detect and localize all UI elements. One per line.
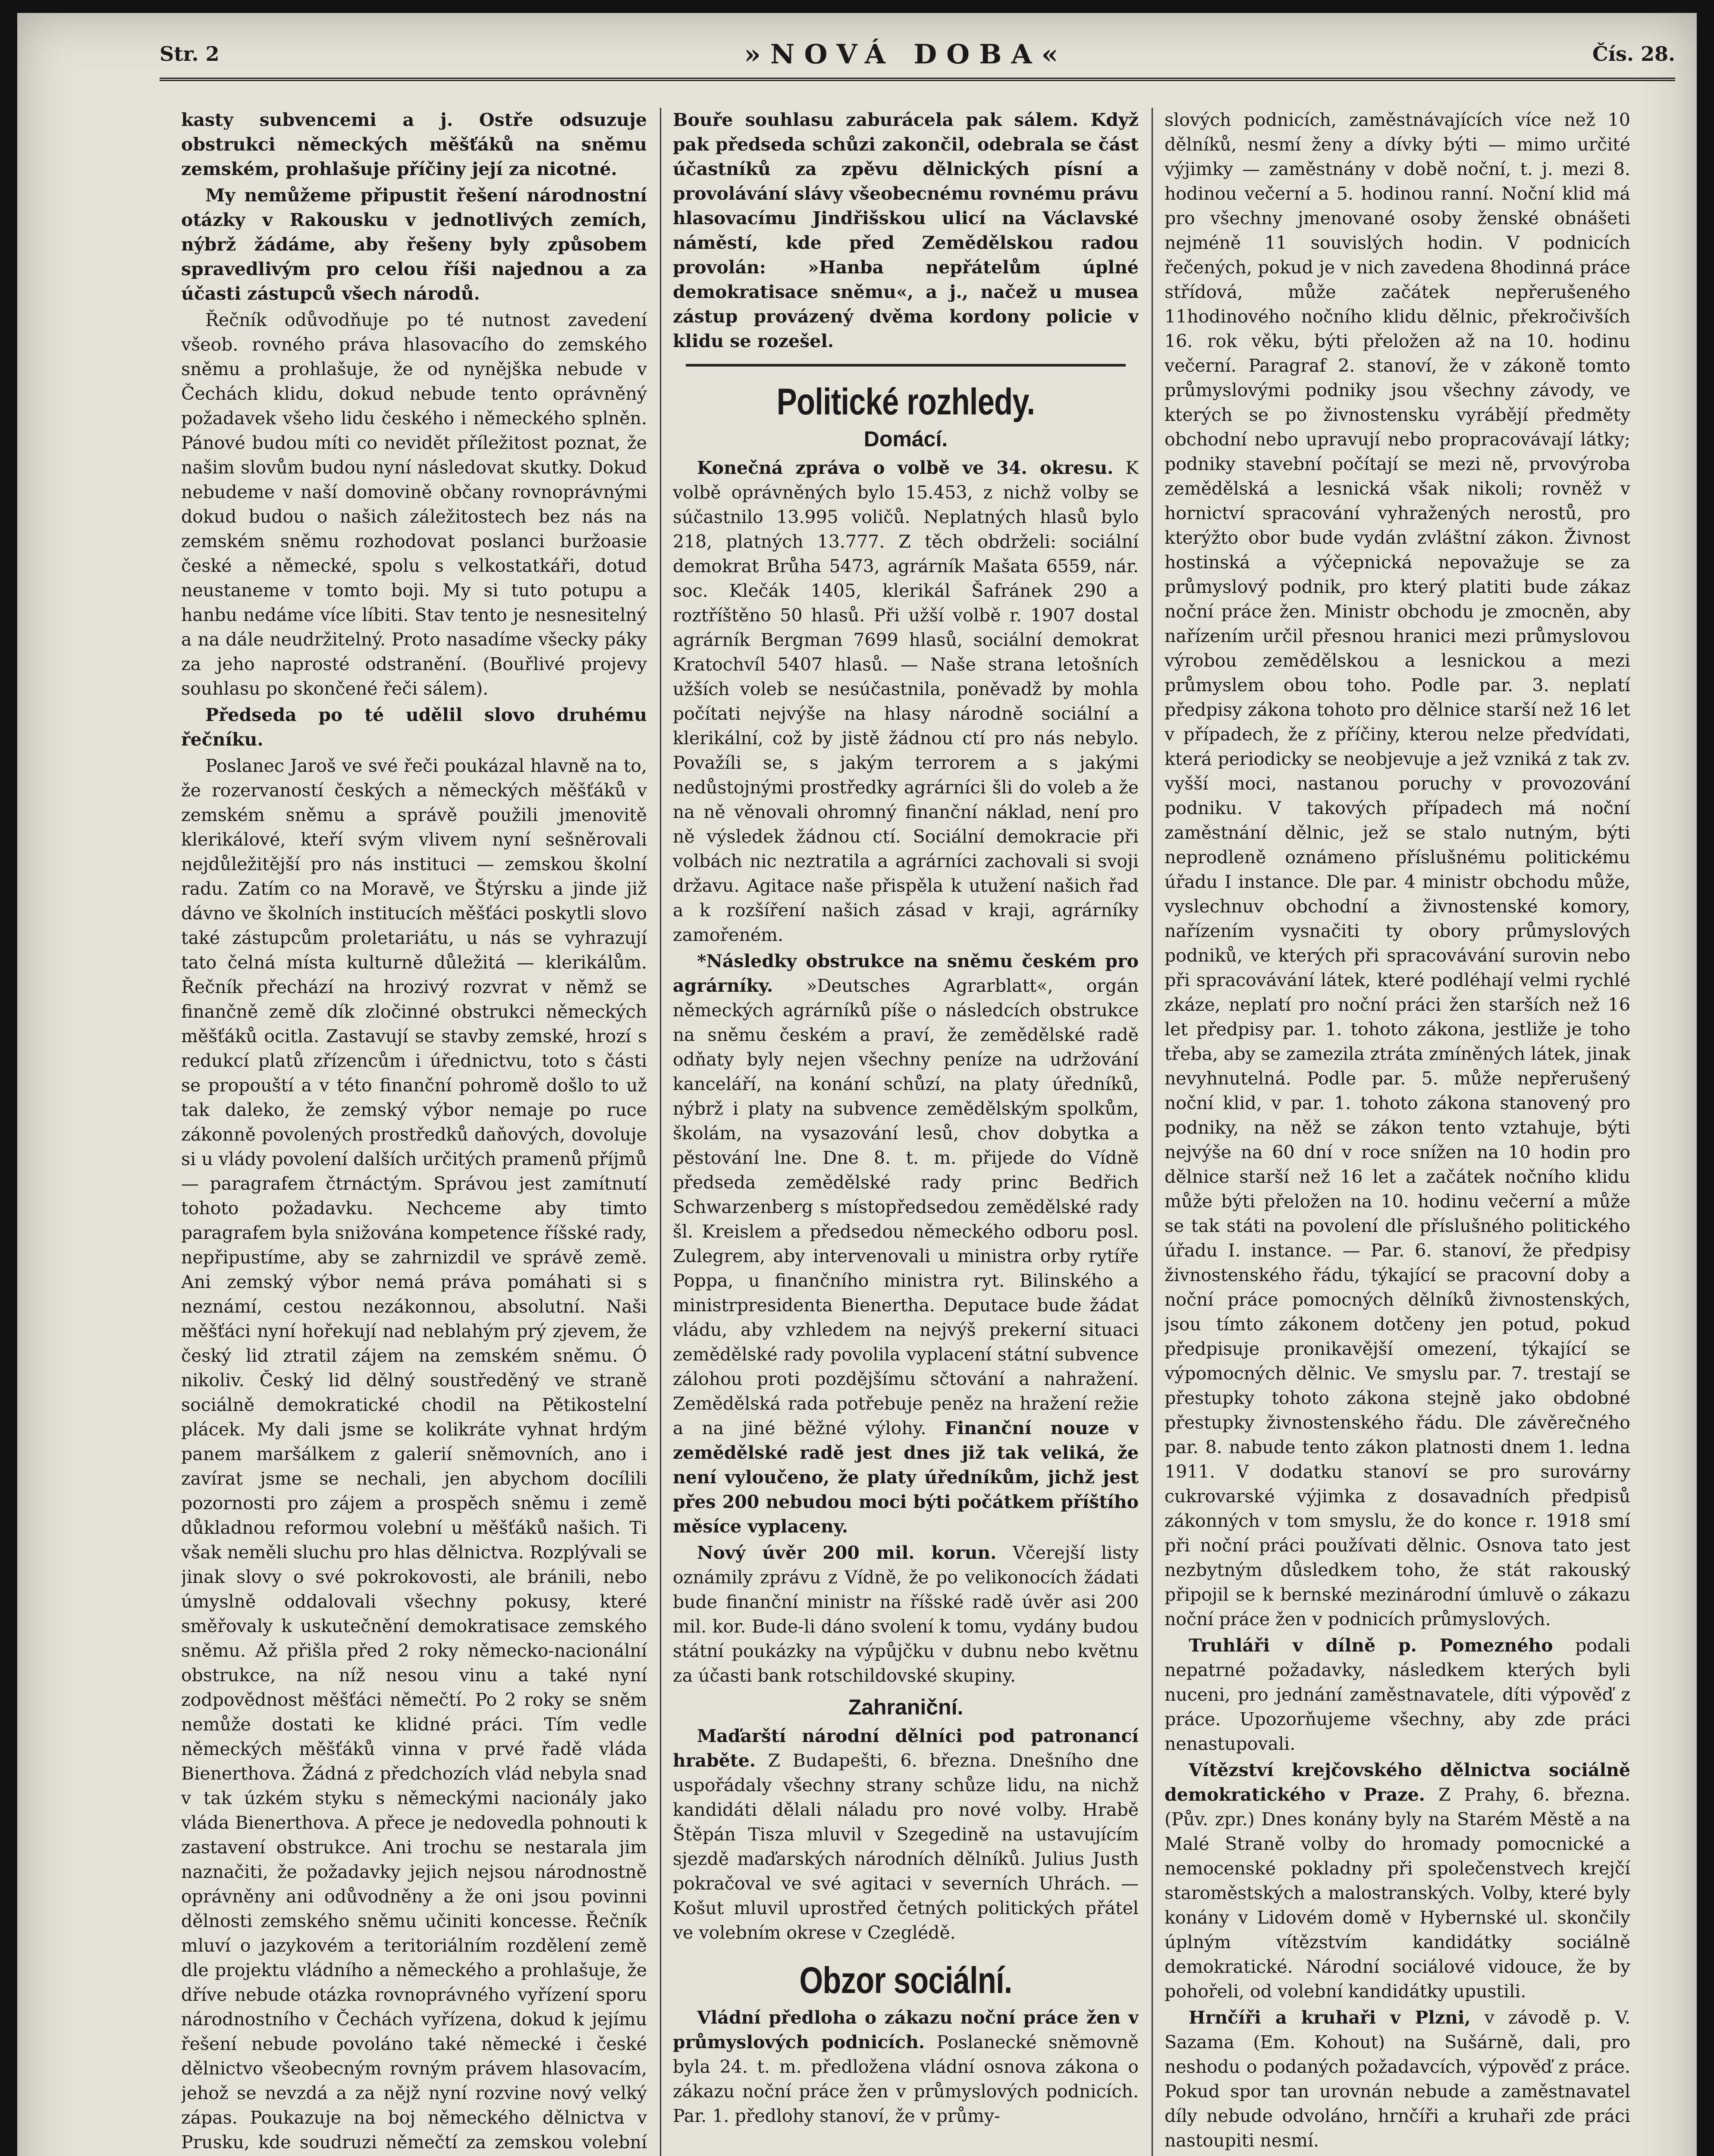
section-heading-politics: Politické rozhledy. — [776, 381, 1035, 423]
paragraph: kasty subvencemi a j. Ostře odsuzuje obstrukci německých měšťáků na sněmu zemském, prohlašuje příčiny její za nicotné. — [181, 110, 647, 179]
news-item — [673, 1541, 1139, 1688]
news-title: Hrnčíři a kruhaři v Plzni, — [1189, 2007, 1471, 2028]
news-item — [673, 949, 1139, 1539]
issue-number: Čís. 28. — [1592, 42, 1675, 66]
paragraph: My nemůžeme připustit řešení národnostní otázky v Rakousku v jednotlivých zemích, nýbrž žádáme, aby řešeny byly způsobem spravedlivým pro celou říši najednou a za účasti zástupců všech národů. — [181, 185, 647, 304]
column-2 — [673, 108, 1139, 2156]
news-title: Truhláři v dílně p. Pomezného — [1189, 1635, 1553, 1656]
page-number: Str. 2 — [160, 42, 220, 66]
news-item — [1165, 1758, 1630, 2004]
paragraph: Předseda po té udělil slovo druhému řečníku. — [181, 705, 647, 750]
news-body: K volbě oprávněných bylo 15.453, z nichž volby se súčastnilo 13.995 voličů. Neplatných hlasů bylo 218, platných 13.777. Z těch obdrželi: sociální demokrat Brůha 5473, agrárník Mašata 6559, nár. soc. Klečák 1405, klerikál Šafránek 290 a roztříštěno 50 hlasů. Při užší volbě r. 1907 dostal agrárník Bergman 7699 hlasů, sociální demokrat Kratochvíl 5407 hlasů. — Naše strana letošních užších voleb se nesúčastnila, poněvadž by mohla počítati nejvýše na hlasy národně sociální a klerikální, což by jistě žádnou ctí pro nás nebylo. Považíli se, s jakým terrorem a s jakými nedůstojnými prostředky agrárníci šli do voleb a že na ně věnovali ohromný finanční náklad, není pro ně výsledek žádnou ctí. Sociální demokracie při volbách nic neztratila a agrárníci zachovali si svoji državu. Agitace naše přispěla k utužení našich řad a k rozšíření našich zásad v kraji, agrárníky zamořeném. — [673, 458, 1139, 945]
news-item — [673, 2006, 1139, 2128]
subheading-domestic: Domácí. — [863, 427, 948, 451]
newspaper-title: »NOVÁ DOBA« — [744, 38, 1068, 70]
news-body: Poslanecké sněmovně byla 24. t. m. předložena vládní osnova zákona o zákazu noční práce žen v průmyslových podnicích. Par. 1. předlohy stanoví, že v průmy- — [673, 2032, 1139, 2126]
column-1 — [181, 108, 647, 2156]
section-heading-social: Obzor sociální. — [799, 1960, 1012, 2001]
paragraph: slových podnicích, zaměstnávajících více než 10 dělníků, nesmí ženy a dívky býti — mimo určité výjimky — zaměstnány v době noční, t. j. mezi 8. hodinou večerní a 5. hodinou ranní. Noční klid má pro všechny jmenované osoby ženské obnášeti nejméně 11 souvislých hodin. V podnicích řečených, pokud je v nich zavedena 8hodinná práce střídová, může začátek nepřerušeného 11hodinového nočního klidu dělnic, překročivších 16. rok věku, býti přeložen až na 10. hodinu večerní. Paragraf 2. stanoví, že v zákoně tomto průmyslovými podniky jsou všechny závody, ve kterých se po živnostensku vyrábějí předměty obchodní nebo upravují nebo propracovávají látky; podniky stavební počítají se mezi ně, prvovýroba zemědělská a lesnická však nikoli; rovněž v hornictví spracování vyhražených nerostů, pro kterýžto obor bude vydán zvláštní zákon. Živnost hostinská a výčepnická nepovažuje se za průmyslový podnik, pro který platiti bude zákaz noční práce žen. Ministr obchodu je zmocněn, aby nařízením určil přesnou hranici mezi průmyslovou výrobou zemědělskou a lesnickou a mezi průmyslem obou toho. Podle par. 3. neplatí předpisy zákona tohoto pro dělnice starší než 16 let v případech, že z příčiny, kterou nelze předvídati, která periodicky se neobjevuje a jež vzniká z tak zv. vyšší moci, nastanou poruchy v provozování podniku. V takových případech má noční zaměstnání dělnic, jež se stalo nutným, býti neprodleně oznámeno příslušnému politickému úřadu I instance. Dle par. 4 ministr obchodu může, vyslechnuv obchodní a živnostenské komory, nařízením vysnačiti ty obory průmyslových podniků, ve kterých při spracovávání surovin nebo při spracovávání látek, které podléhají velmi rychlé zkáze, neplatí pro noční práci žen starších než 16 let předpisy par. 1. tohoto zákona, jestliže je toho třeba, aby se zamezila ztráta zmíněných látek, jinak nevyhnutelná. Podle par. 5. může nepřerušený noční klid, v par. 1. tohoto zákona stanovený pro podniky, na něž se zákon tento vztahuje, býti nejvýše na 60 dní v roce snížen na 10 hodin pro dělnice starší než 16 let a začátek nočního klidu může býti přeložen na 10. hodinu večerní a může se tak státi na povolení dle příslušného politického úřadu I. instance. — Par. 6. stanoví, že předpisy živnostenského řádu, týkající se pracovní doby a noční práce pomocných dělníků živnostenských, jsou tímto zákonem dotčeny jen potud, pokud předpisuje pronikavější omezení, týkající se výpomocných dělnic. Ve smyslu par. 7. trestají se přestupky tohoto zákona stejně jako obdobné přestupky živnostenského řádu. Dle závěrečného par. 8. nabude tento zákon platnosti dnem 1. ledna 1911. V dodatku stanoví se pro surovárny cukrovarské výjimka z dosavadních předpisů zákonných v tom smyslu, že do konce r. 1918 smí při noční práci používati dělnic. Osnova tato jest nezbytným důsledkem toho, že stát rakouský připojil se k bernské mezinárodní úmluvě o zákazu noční práce žen v podnicích průmyslových. — [1165, 110, 1630, 1630]
news-body: podali nepatrné požadavky, následkem kterých byli nuceni, pro jednání zaměstnavatele, díti výpověď z práce. Upozorňujeme všechny, aby zde práci nenastupovali. — [1165, 1635, 1630, 1754]
news-body: Včerejší listy oznámily zprávu z Vídně, že po velikonocích žádati bude finanční ministr na říšské radě úvěr asi 200 mil. kor. Bude-li dáno svolení k tomu, vydány budou státní poukázky na výpůjčku v dubnu nebo květnu za účasti bank rotschildovské skupiny. — [673, 1542, 1139, 1686]
divider — [686, 364, 1126, 367]
news-item — [1165, 2006, 1630, 2153]
paragraph: Bouře souhlasu zaburácela pak sálem. Když pak předseda schůzi zakončil, odebrala se část účastníků za zpěvu dělnických písní a provolávání slávy všeobecnému rovnému právu hlasovacímu Jindřišskou ulicí na Václavské náměstí, kde před Zemědělskou radou provolán: »Hanba nepřátelům úplné demokratisace sněmu«, a j., načež u musea zástup provázený dvěma kordony policie v klidu se rozešel. — [673, 110, 1139, 351]
news-title: Konečná zpráva o volbě ve 34. okresu. — [697, 458, 1114, 478]
news-item — [673, 456, 1139, 947]
page-header — [160, 30, 1675, 81]
news-body: Z Budapešti, 6. března. Dnešního dne uspořádaly všechny strany schůze lidu, na nichž kandidáti dělali náladu pro nové volby. Hrabě Štěpán Tisza mluvil v Szegedině na ustavujícím sjezdě maďarských národních dělníků. Julius Justh pokračoval ve své agitaci v severních Uhrách. — Košut mluvil uprostřed četných politických přátel ve volebním okrese v Czeglédě. — [673, 1750, 1139, 1943]
news-body: v závodě p. V. Sazama (Em. Kohout) na Sušárně, dali, pro neshodu o podaných požadavcích, výpověď z práce. Pokud spor tan urovnán nebude a zaměstnavatel díly nebude odvoláno, hrnčíři a kruhaři zde práci nastoupiti nesmí. — [1165, 2007, 1630, 2151]
news-item — [1165, 1633, 1630, 1756]
column-rule — [1152, 108, 1153, 2156]
news-item — [673, 1724, 1139, 1945]
paragraph: Řečník odůvodňuje po té nutnost zavedení všeob. rovného práva hlasovacího do zemského sněmu a prohlašuje, že od nynějška nebude v Čechách klidu, dokud nebude tento oprávněný požadavek všeho lidu českého i německého splněn. Pánové budou míti co nevidět příležitost poznat, že našim slovům budou nyní následovat skutky. Dokud nebudeme v naší domovině občany rovnoprávnými dokud budou o našich záležitostech bez nás na zemském sněmu rozhodovat poslanci buržoasie české a německé, spolu s velkostatkáři, dotud neustaneme v tomto boji. My si tuto potupu a hanbu nedáme více líbiti. Stav tento je nesnesitelný a na dále neudržitelný. Proto nasadíme všecky páky za jeho naprosté odstranění. (Bouřlivé projevy souhlasu po skončené řeči sálem). — [181, 310, 647, 699]
news-title: Vládní předloha o zákazu noční práce žen v průmyslových podnicích. — [673, 2007, 1139, 2053]
news-title: Maďarští národní dělníci pod patronancí hraběte. — [673, 1726, 1139, 1771]
news-title: Nový úvěr 200 mil. korun. — [697, 1542, 997, 1563]
subheading-foreign: Zahraniční. — [848, 1695, 964, 1719]
column-rule — [660, 108, 661, 2156]
news-title: Vítězství krejčovského dělnictva sociálně demokratického v Praze. — [1165, 1760, 1630, 1805]
news-body: »Deutsches Agrarblatt«, orgán německých agrárníků píše o následcích obstrukce na sněmu českém a praví, že zemědělské radě odňaty byly nejen všechny peníze na udržování kanceláří, na konání schůzí, na platy úředníků, nýbrž i platy na subvence zemědělským spolkům, školám, na vysazování lesů, chov dobytka a pěstování lne. Dne 8. t. m. přijede do Vídně předseda zemědělské rady princ Bedřich Schwarzenberg s místopředsedou zemědělské rady šl. Kreislem a předsedou německého odboru posl. Zulegrem, aby intervenovali u ministra orby rytíře Poppa, u finančního ministra ryt. Bilinského a ministrpresidenta Bienertha. Deputace bude žádat vládu, aby vzhledem na nejvýš prekerní situaci zemědělské rady povolila vyplacení státní subvence zálohou proti pozdějšímu sčtování a nahražení. Zemědělská rada potřebuje peněz na hražení režie a na jiné běžné výlohy. — [673, 975, 1139, 1438]
news-body: Z Prahy, 6. března. (Pův. zpr.) Dnes konány byly na Starém Městě a na Malé Straně volby do hromady pomocnické a nemocenské pokladny při společenstvech krejčí staroměstských a malostranských. Volby, které byly konány v Lidovém domě v Hybernské ul. skončily úplným vítězstvím kandidátky sociálně demokratické. Národní sociálové vidouce, že by pohořeli, od volební kandidátky upustili. — [1165, 1784, 1630, 2002]
column-3 — [1165, 108, 1630, 2156]
paragraph: Poslanec Jaroš ve své řeči poukázal hlavně na to, že rozervaností českých a německých měšťáků v zemském sněmu a správě použili jmenovitě klerikálové, kteří svým vlivem nyní sešněrovali nejdůležitější pro nás instituci — zemskou školní radu. Zatím co na Moravě, ve Štýrsku a jinde již dávno ve školních institucích měšťáci poskytli slovo také zástupcům proletariátu, u nás se vyhrazují tato čelná místa kulturně důležitá — klerikálům. Řečník přechází na hrozivý rozvrat v němž se finančně země dík zločinné obstrukci německých měšťáků ocitla. Zastavují se stavby zemské, hrozí s redukcí platů zřízencům i úřednictvu, toto s části se propouští a v této finanční pohromě došlo to už tak daleko, že zemský výbor nemaje po ruce zákonně povolených prostředků daňových, dovoluje si u vlády povolení dalších určitých pramenů příjmů — paragrafem čtrnáctým. Správou jest zamítnutí tohoto požadavku. Nechceme aby timto paragrafem byla snižována kompetence říšské rady, nepřipustíme, aby se zahrnizdil ve správě země. Ani zemský výbor nemá práva pomáhati si s neznámí, cestou nezákonnou, absolutní. Naši měšťáci nyní hořekují nad neblahým prý zjevem, že český lid ztratil zájem na zemském sněmu. Ó nikoliv. Český lid dělný soustředěný ve straně sociálně demokratické chodil na Pětikostelní plácek. My dali jsme se kolikráte vyhnat hrdým panem maršálkem z galerií sněmovních, ano i zavírat jsme se nechali, jen abychom docílili pozornosti pro zájem a prospěch sněmu i země důkladnou reformou volební u měšťáků našich. Ti však neměli sluchu pro hlas dělnictva. Rozplývali se jinak slovy o své pokrokovosti, ale bránili, nebo úmyslně oddalovali všechny pokusy, které směřovaly k uskutečnění demokratisace zemského sněmu. Až přišla před 2 roky německo-nacionální obstrukce, na níž nesou vinu a také nyní zodpovědnost měšťáci němečtí. Po 2 roky se sněm nemůže dostati ke klidné práci. Tím vedle německých měšťáků vinna v prvé řadě vláda Bienerthova. Žádná z předchozích vlád nebyla snad v tak úzkém styku s německými nacionály jako vláda Bienerthova. A přece je nedovedla pohnouti k zastavení obstrukce. Ani trochu se nestarala jim naznačiti, že požadavky jejich nejsou národnostně oprávněny ani odůvodněny a že oni jsou povinni dělnosti zemského sněmu učiniti koncesse. Řečník mluví o jazykovém a teritoriálním rozdělení země dle projektu vládního a německého a prohlašuje, že dříve nebude otázka rovnoprávného vyřízení sporu národnostního v Čechách vyřízena, dokud k jejímu řešení nebude povoláno také německé i české dělnictvo všeobecným rovným právem hlasovacím, jehož se nevzdá a za nějž nyní rozvine nový velký zápas. Poukazuje na boj německého dělnictva v Prusku, kde soudruzi němečtí za zemskou volební — [181, 755, 647, 2153]
news-emphasis: Finanční nouze v zemědělské radě jest dnes již tak veliká, že není vyloučeno, že platy úředníkům, jichž jest přes 200 nebudou moci býti počátkem příštího měsíce vyplaceny. — [673, 1418, 1139, 1537]
news-title: *Následky obstrukce na sněmu českém pro agrárníky. — [673, 951, 1139, 996]
newspaper-page — [17, 13, 1697, 2156]
